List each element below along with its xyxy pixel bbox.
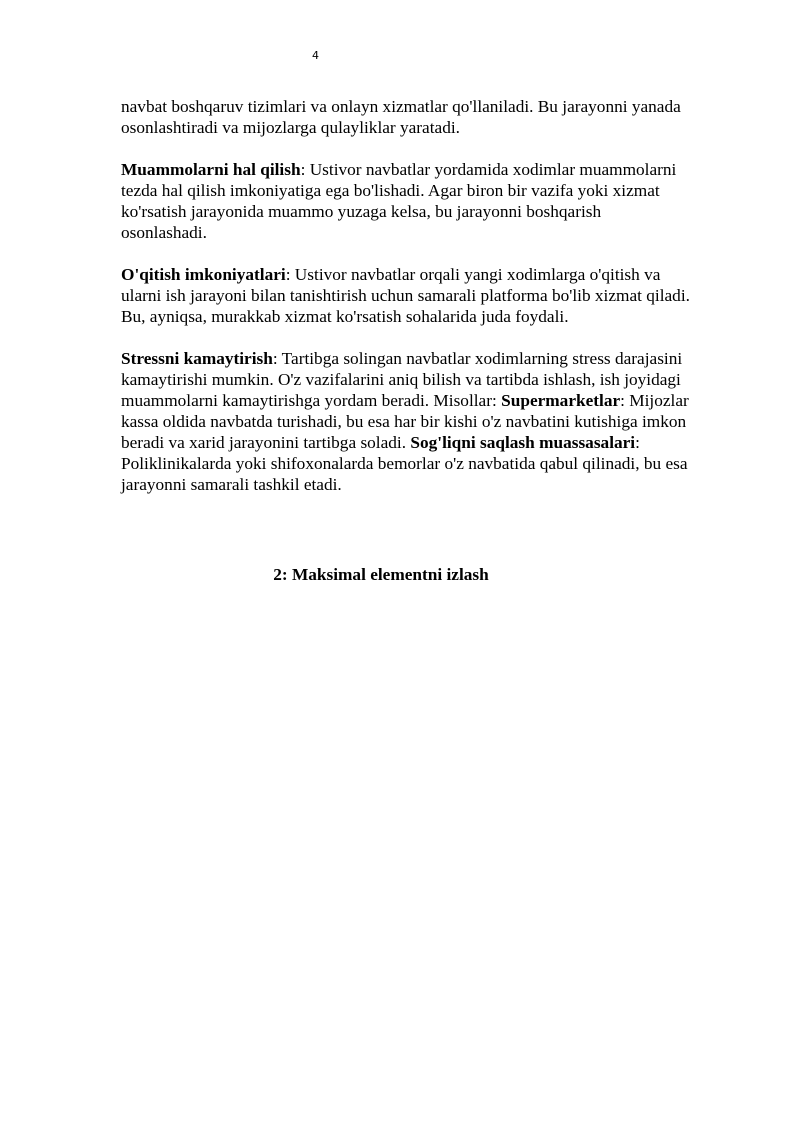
paragraph-term: O'qitish imkoniyatlari [121,265,286,284]
paragraph-term-supermarkets: Supermarketlar [501,391,621,410]
paragraph-text: : Ustivor navbatlar orqali yangi xodimlarga o'qitish va ularni ish jarayoni bilan tanishtirish uchun samarali platforma bo'lib xizmat qiladi. Bu, ayniqsa, murakkab xizmat ko'rsatish sohalarida juda foydali. [121,265,690,326]
paragraph-text: : Poliklinikalarda yoki shifoxonalarda bemorlar o'z navbatida qabul qilinadi, bu esa jarayonni samarali tashkil etadi. [121,433,688,494]
paragraph-text: navbat boshqaruv tizimlari va onlayn xizmatlar qo'llaniladi. Bu jarayonni yanada osonlashtiradi va mijozlarga qulayliklar yaratadi. [121,97,681,137]
paragraph-text: : Ustivor navbatlar yordamida xodimlar muammolarni tezda hal qilish imkoniyatiga ega bo'lishadi. Agar biron bir vazifa yoki xizmat ko'rsatish jarayonida muammo yuzaga kelsa, bu jarayonni boshqarish osonlashadi. [121,160,677,242]
paragraph-term: Muammolarni hal qilish [121,160,301,179]
document-body [121,96,691,516]
paragraph-text: : Mijozlar kassa oldida navbatda turishadi, bu esa har bir kishi o'z navbatini kutishiga imkon beradi va xarid jarayonini tartibga soladi. [121,391,689,452]
paragraph-stress-reduction [121,348,691,495]
paragraph-problem-solving [121,159,691,243]
paragraph-training [121,264,691,327]
section-heading: 2: Maksimal elementni izlash [273,565,489,584]
paragraph-term: Stressni kamaytirish [121,349,273,368]
paragraph-intro [121,96,691,138]
paragraph-term-healthcare: Sog'liqni saqlash muassasalari [410,433,636,452]
page-number: 4 [312,49,319,62]
paragraph-text: : Tartibga solingan navbatlar xodimlarning stress darajasini kamaytirishi mumkin. O'z vazifalarini aniq bilish va tartibda ishlash, ish joyidagi muammolarni kamaytirishga yordam beradi. Misollar: [121,349,683,410]
